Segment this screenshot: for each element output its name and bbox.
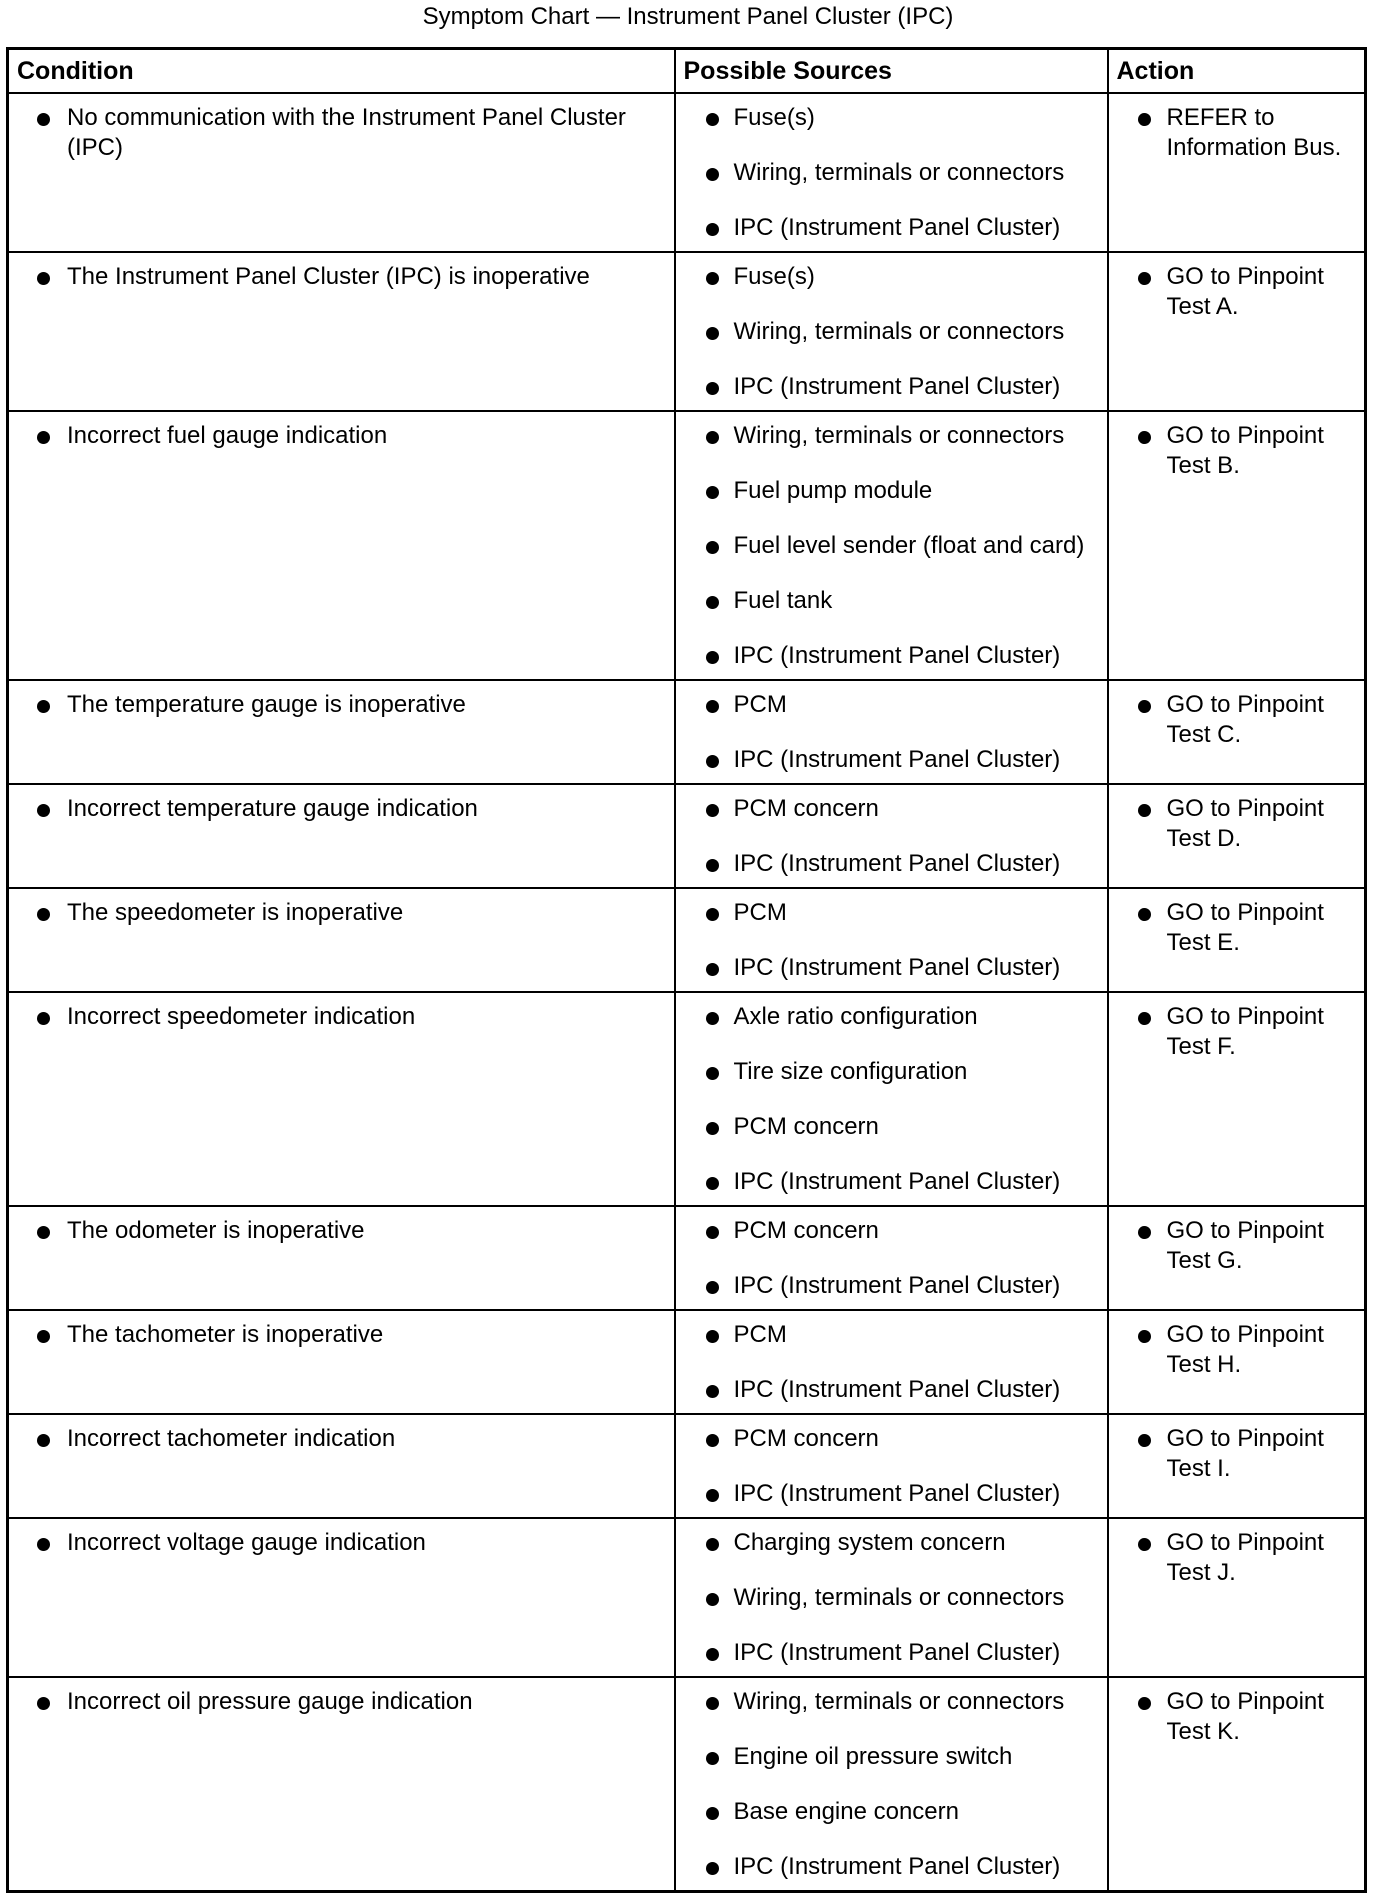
source-item: Wiring, terminals or connectors bbox=[676, 317, 1107, 347]
condition-cell bbox=[8, 680, 675, 784]
condition-cell bbox=[8, 93, 675, 252]
condition-text: The odometer is inoperative bbox=[9, 1216, 674, 1246]
condition-text: Incorrect tachometer indication bbox=[9, 1424, 674, 1454]
sources-cell bbox=[675, 1677, 1108, 1892]
source-item: IPC (Instrument Panel Cluster) bbox=[676, 213, 1107, 243]
source-item: Fuel tank bbox=[676, 586, 1107, 616]
action-text: GO to Pinpoint Test E. bbox=[1109, 898, 1365, 958]
sources-cell bbox=[675, 1414, 1108, 1518]
source-item: Fuse(s) bbox=[676, 262, 1107, 292]
condition-text: Incorrect speedometer indication bbox=[9, 1002, 674, 1032]
action-cell bbox=[1108, 1206, 1366, 1310]
source-item: PCM concern bbox=[676, 1112, 1107, 1142]
sources-cell bbox=[675, 680, 1108, 784]
action-text: GO to Pinpoint Test H. bbox=[1109, 1320, 1365, 1380]
source-item: PCM bbox=[676, 1320, 1107, 1350]
condition-cell bbox=[8, 1414, 675, 1518]
sources-cell bbox=[675, 784, 1108, 888]
condition-cell bbox=[8, 992, 675, 1206]
source-item: IPC (Instrument Panel Cluster) bbox=[676, 953, 1107, 983]
source-item: Wiring, terminals or connectors bbox=[676, 1687, 1107, 1717]
table-row bbox=[8, 1310, 1366, 1414]
source-item: IPC (Instrument Panel Cluster) bbox=[676, 1479, 1107, 1509]
source-item: IPC (Instrument Panel Cluster) bbox=[676, 745, 1107, 775]
source-item: Fuse(s) bbox=[676, 103, 1107, 133]
sources-cell bbox=[675, 888, 1108, 992]
condition-text: The temperature gauge is inoperative bbox=[9, 690, 674, 720]
table-row bbox=[8, 784, 1366, 888]
source-item: PCM concern bbox=[676, 794, 1107, 824]
table-row bbox=[8, 252, 1366, 411]
source-item: Fuel pump module bbox=[676, 476, 1107, 506]
condition-text: The Instrument Panel Cluster (IPC) is inoperative bbox=[9, 262, 674, 292]
sources-cell bbox=[675, 93, 1108, 252]
action-text: GO to Pinpoint Test K. bbox=[1109, 1687, 1365, 1747]
column-header-condition: Condition bbox=[8, 49, 675, 94]
table-row bbox=[8, 992, 1366, 1206]
condition-text: The tachometer is inoperative bbox=[9, 1320, 674, 1350]
condition-cell bbox=[8, 888, 675, 992]
source-item: Axle ratio configuration bbox=[676, 1002, 1107, 1032]
source-item: Wiring, terminals or connectors bbox=[676, 421, 1107, 451]
action-cell bbox=[1108, 888, 1366, 992]
condition-cell bbox=[8, 784, 675, 888]
condition-cell bbox=[8, 1206, 675, 1310]
condition-cell bbox=[8, 411, 675, 680]
action-cell bbox=[1108, 992, 1366, 1206]
source-item: PCM concern bbox=[676, 1216, 1107, 1246]
source-item: PCM bbox=[676, 690, 1107, 720]
action-cell bbox=[1108, 411, 1366, 680]
source-item: IPC (Instrument Panel Cluster) bbox=[676, 1638, 1107, 1668]
source-item: IPC (Instrument Panel Cluster) bbox=[676, 1375, 1107, 1405]
sources-cell bbox=[675, 1518, 1108, 1677]
source-item: Wiring, terminals or connectors bbox=[676, 1583, 1107, 1613]
source-item: IPC (Instrument Panel Cluster) bbox=[676, 372, 1107, 402]
action-text: GO to Pinpoint Test C. bbox=[1109, 690, 1365, 750]
source-item: Tire size configuration bbox=[676, 1057, 1107, 1087]
table-row bbox=[8, 1206, 1366, 1310]
action-cell bbox=[1108, 1677, 1366, 1892]
source-item: Engine oil pressure switch bbox=[676, 1742, 1107, 1772]
source-item: Wiring, terminals or connectors bbox=[676, 158, 1107, 188]
table-body bbox=[8, 93, 1366, 1892]
table-row bbox=[8, 93, 1366, 252]
source-item: PCM bbox=[676, 898, 1107, 928]
condition-text: Incorrect voltage gauge indication bbox=[9, 1528, 674, 1558]
action-cell bbox=[1108, 252, 1366, 411]
action-cell bbox=[1108, 1414, 1366, 1518]
condition-text: Incorrect temperature gauge indication bbox=[9, 794, 674, 824]
condition-text: Incorrect fuel gauge indication bbox=[9, 421, 674, 451]
action-text: GO to Pinpoint Test G. bbox=[1109, 1216, 1365, 1276]
action-cell bbox=[1108, 1310, 1366, 1414]
source-item: Base engine concern bbox=[676, 1797, 1107, 1827]
column-header-action: Action bbox=[1108, 49, 1366, 94]
action-cell bbox=[1108, 93, 1366, 252]
source-item: IPC (Instrument Panel Cluster) bbox=[676, 1852, 1107, 1882]
sources-cell bbox=[675, 1310, 1108, 1414]
source-item: IPC (Instrument Panel Cluster) bbox=[676, 1271, 1107, 1301]
sources-cell bbox=[675, 1206, 1108, 1310]
condition-cell bbox=[8, 252, 675, 411]
column-header-sources: Possible Sources bbox=[675, 49, 1108, 94]
table-row bbox=[8, 680, 1366, 784]
chart-title: Symptom Chart — Instrument Panel Cluster (IPC) bbox=[422, 3, 954, 30]
action-text: GO to Pinpoint Test F. bbox=[1109, 1002, 1365, 1062]
action-text: GO to Pinpoint Test D. bbox=[1109, 794, 1365, 854]
action-cell bbox=[1108, 1518, 1366, 1677]
source-item: IPC (Instrument Panel Cluster) bbox=[676, 849, 1107, 879]
action-cell bbox=[1108, 680, 1366, 784]
action-cell bbox=[1108, 784, 1366, 888]
action-text: GO to Pinpoint Test I. bbox=[1109, 1424, 1365, 1484]
condition-cell bbox=[8, 1310, 675, 1414]
condition-text: Incorrect oil pressure gauge indication bbox=[9, 1687, 674, 1717]
condition-cell bbox=[8, 1518, 675, 1677]
sources-cell bbox=[675, 252, 1108, 411]
source-item: PCM concern bbox=[676, 1424, 1107, 1454]
action-text: GO to Pinpoint Test A. bbox=[1109, 262, 1365, 322]
table-row bbox=[8, 1677, 1366, 1892]
action-text: GO to Pinpoint Test B. bbox=[1109, 421, 1365, 481]
table-row bbox=[8, 888, 1366, 992]
sources-cell bbox=[675, 992, 1108, 1206]
header-row bbox=[8, 49, 1366, 94]
symptom-table bbox=[6, 47, 1367, 1893]
source-item: IPC (Instrument Panel Cluster) bbox=[676, 1167, 1107, 1197]
source-item: Charging system concern bbox=[676, 1528, 1107, 1558]
condition-text: No communication with the Instrument Panel Cluster (IPC) bbox=[9, 103, 674, 163]
table-row bbox=[8, 1414, 1366, 1518]
condition-text: The speedometer is inoperative bbox=[9, 898, 674, 928]
table-row bbox=[8, 411, 1366, 680]
source-item: IPC (Instrument Panel Cluster) bbox=[676, 641, 1107, 671]
sources-cell bbox=[675, 411, 1108, 680]
condition-cell bbox=[8, 1677, 675, 1892]
action-text: GO to Pinpoint Test J. bbox=[1109, 1528, 1365, 1588]
source-item: Fuel level sender (float and card) bbox=[676, 531, 1107, 561]
table-row bbox=[8, 1518, 1366, 1677]
action-text: REFER to Information Bus. bbox=[1109, 103, 1365, 163]
